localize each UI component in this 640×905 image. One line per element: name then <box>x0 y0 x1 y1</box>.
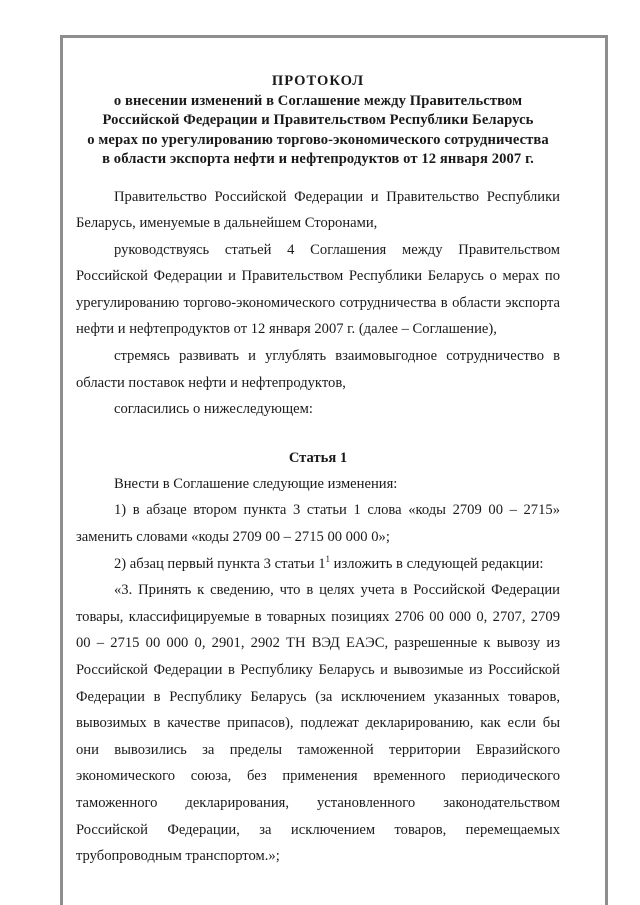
preamble-paragraph-3: стремясь развивать и углублять взаимовыгодное сотрудничество в области поставок нефти и нефтепродуктов, <box>76 348 560 391</box>
article-1-paragraph-1: Внести в Соглашение следующие изменения: <box>114 475 398 492</box>
preamble-paragraph-2: руководствуясь статьей 4 Соглашения между Правительством Российской Федерации и Правительством Республики Беларусь о мерах по урегулированию торгово-экономического сотрудничества в области экспорта нефти и нефтепродуктов от 12 января 2007 г. (далее – Соглашение), <box>76 241 560 338</box>
title-line-5: в области экспорта нефти и нефтепродуктов от 12 января 2007 г. <box>102 151 534 167</box>
title-line-3: Российской Федерации и Правительством Республики Беларусь <box>102 112 534 128</box>
preamble-paragraph-1: Правительство Российской Федерации и Правительство Республики Беларусь, именуемые в дальнейшем Сторонами, <box>76 188 560 232</box>
preamble-paragraph-4: согласились о нижеследующем: <box>114 401 313 418</box>
superscript-marker: 1 <box>325 553 331 564</box>
article-1-paragraph-4: «3. Принять к сведению, что в целях учета в Российской Федерации товары, классифицируемые в товарных позициях 2706 00 000 0, 2707, 2709 00 – 2715 00 000 0, 2901, 2902 ТН ВЭД ЕАЭС, разрешенные к вывозу из Российской Федерации в Республику Беларусь и вывозимые из Российской Федерации в Республику Беларусь (за исключением указанных товаров, вывозимых в качестве припасов), подлежат декларированию, как если бы они вывозились за пределы таможенной территории Евразийского экономического союза, без применения временного периодического таможенного декларирования, установленного законодательством Российской Федерации, за исключением товаров, перемещаемых трубопроводным транспортом.»; <box>76 582 560 865</box>
article-1-paragraph-3 <box>76 551 560 578</box>
title-line-1: ПРОТОКОЛ <box>271 73 365 89</box>
title-line-2: о внесении изменений в Соглашение между Правительством <box>113 92 523 109</box>
article-1-heading: Статья 1 <box>288 449 348 466</box>
title-line-4: о мерах по урегулированию торгово-экономического сотрудничества <box>87 131 549 148</box>
article-1-paragraph-3-text: 2) абзац первый пункта 3 статьи 1 <box>114 555 326 572</box>
article-1-paragraph-2: 1) в абзаце втором пункта 3 статьи 1 слова «коды 2709 00 – 2715» заменить словами «коды 2709 00 – 2715 00 000 0»; <box>76 502 560 546</box>
article-1-paragraph-3-text-end: изложить в следующей редакции: <box>330 555 544 572</box>
document-title <box>76 72 560 170</box>
document-content <box>76 72 560 870</box>
